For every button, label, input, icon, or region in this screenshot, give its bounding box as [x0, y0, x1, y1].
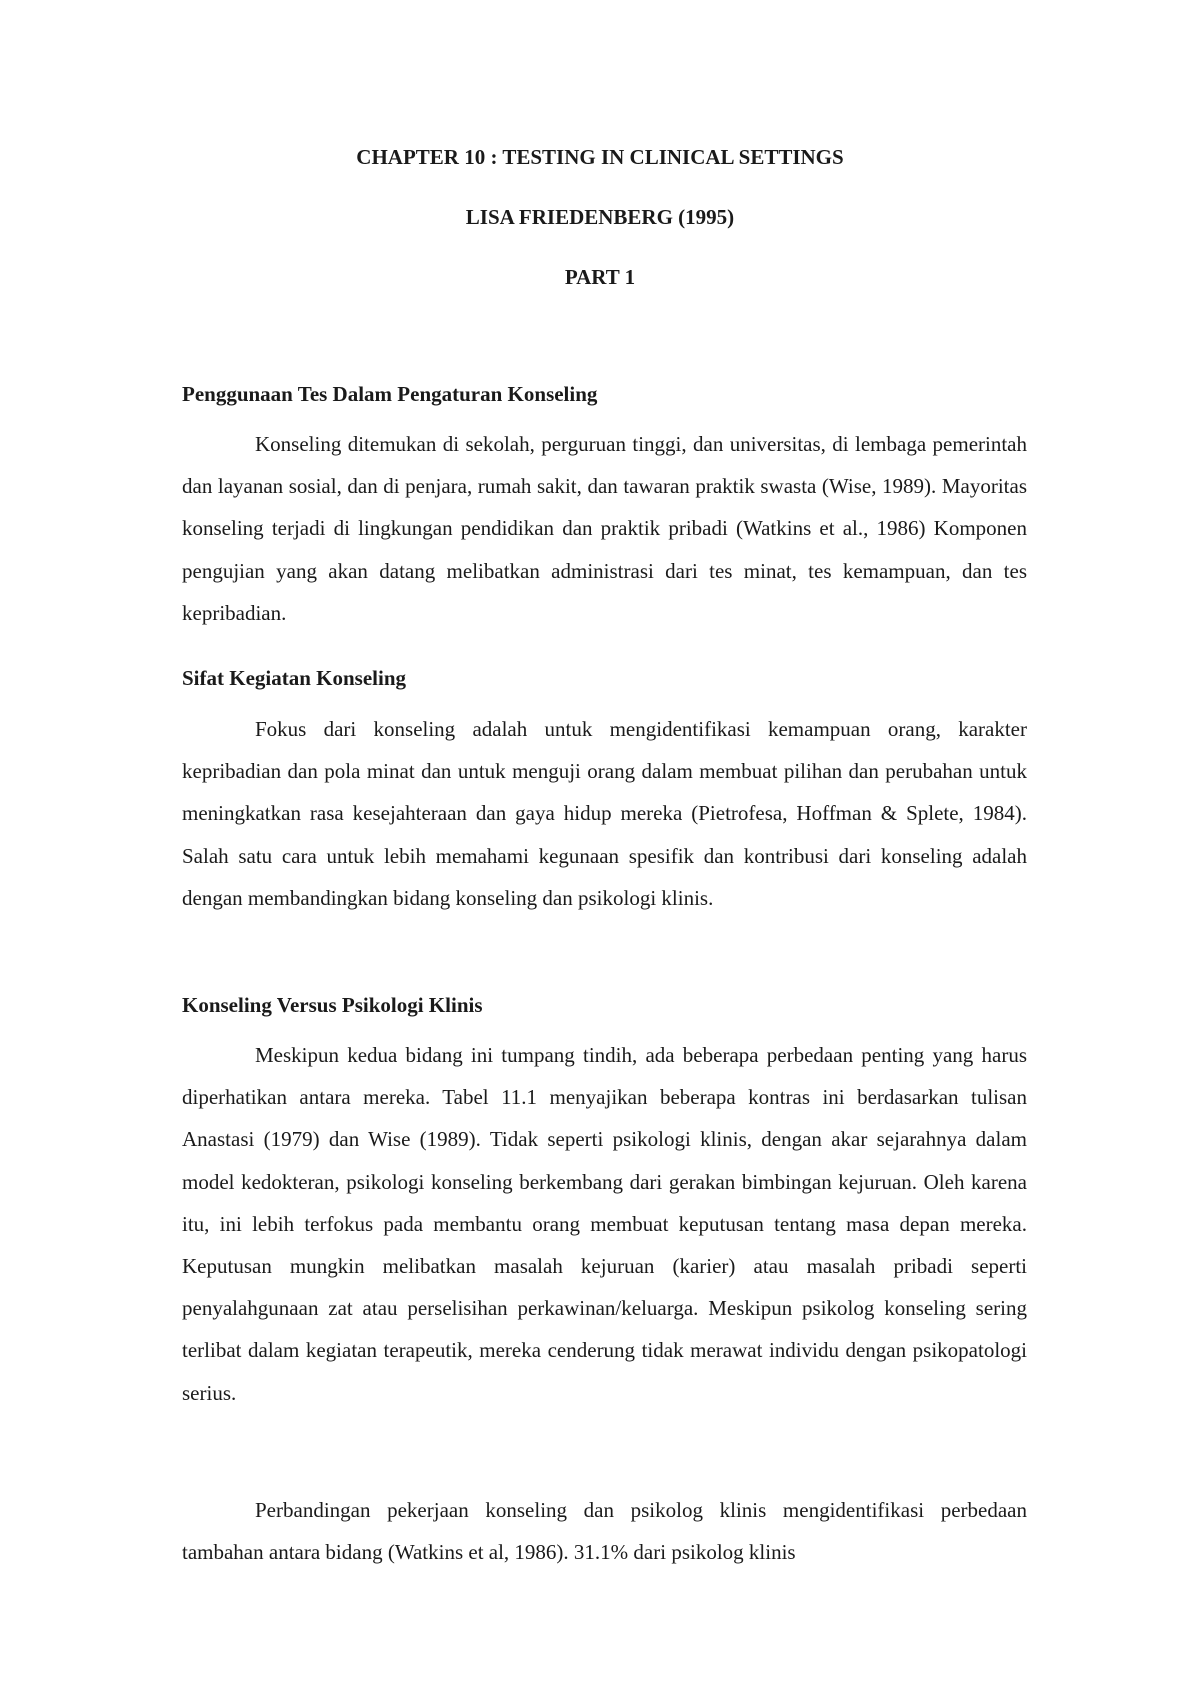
author-line: LISA FRIEDENBERG (1995) [465, 205, 735, 229]
section-heading-konseling-versus: Konseling Versus Psikologi Klinis [182, 993, 483, 1017]
section-heading-sifat-kegiatan: Sifat Kegiatan Konseling [182, 666, 407, 690]
paragraph-sifat-kegiatan: Fokus dari konseling adalah untuk mengidentifikasi kemampuan orang, karakter kepribadian dan pola minat dan untuk menguji orang dalam membuat pilihan dan perubahan untuk meningkatkan rasa kesejahteraan dan gaya hidup mereka (Pietrofesa, Hoffman & Splete, 1984). Salah satu cara untuk lebih memahami kegunaan spesifik dan kontribusi dari konseling adalah dengan membandingkan bidang konseling dan psikologi klinis. [182, 717, 1027, 910]
paragraph-perbandingan: Perbandingan pekerjaan konseling dan psikolog klinis mengidentifikasi perbedaan tambahan antara bidang (Watkins et al, 1986). 31.1% dari psikolog klinis [182, 1498, 1027, 1565]
chapter-title: CHAPTER 10 : TESTING IN CLINICAL SETTINGS [356, 145, 844, 169]
paragraph-penggunaan-tes: Konseling ditemukan di sekolah, perguruan tinggi, dan universitas, di lembaga pemerintah dan layanan sosial, dan di penjara, rumah sakit, dan tawaran praktik swasta (Wise, 1989). Mayoritas konseling terjadi di lingkungan pendidikan dan praktik pribadi (Watkins et al., 1986) Komponen pengujian yang akan datang melibatkan administrasi dari tes minat, tes kemampuan, dan tes kepribadian. [182, 432, 1027, 625]
section-heading-penggunaan-tes: Penggunaan Tes Dalam Pengaturan Konseling [182, 382, 598, 406]
part-label: PART 1 [564, 265, 636, 289]
paragraph-konseling-versus: Meskipun kedua bidang ini tumpang tindih, ada beberapa perbedaan penting yang harus diperhatikan antara mereka. Tabel 11.1 menyajikan beberapa kontras ini berdasarkan tulisan Anastasi (1979) dan Wise (1989). Tidak seperti psikologi klinis, dengan akar sejarahnya dalam model kedokteran, psikologi konseling berkembang dari gerakan bimbingan kejuruan. Oleh karena itu, ini lebih terfokus pada membantu orang membuat keputusan tentang masa depan mereka. Keputusan mungkin melibatkan masalah kejuruan (karier) atau masalah pribadi seperti penyalahgunaan zat atau perselisihan perkawinan/keluarga. Meskipun psikolog konseling sering terlibat dalam kegiatan terapeutik, mereka cenderung tidak merawat individu dengan psikopatologi serius. [182, 1043, 1027, 1405]
